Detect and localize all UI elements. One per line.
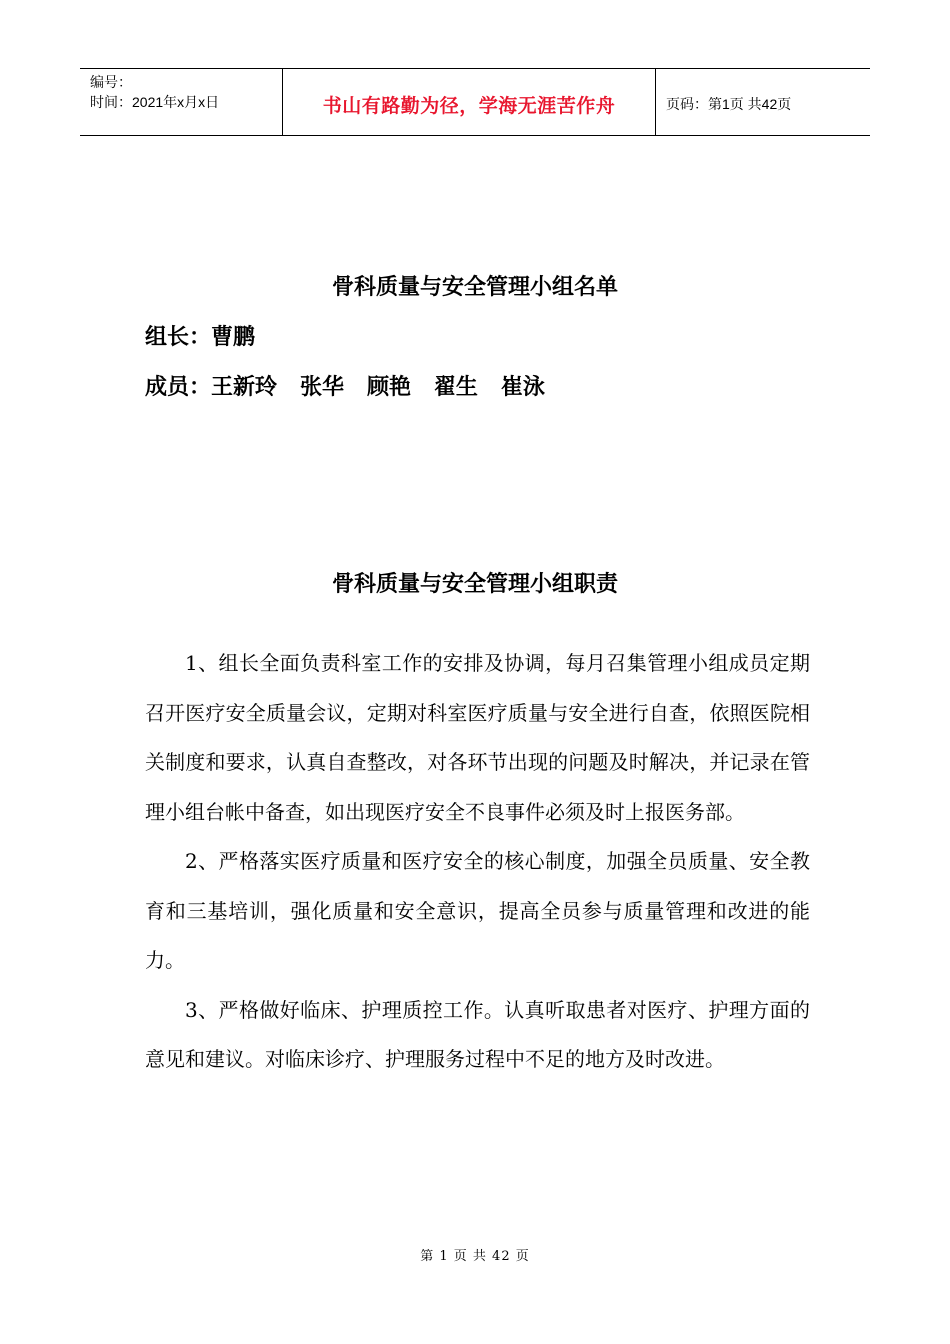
duty-paragraph: 1、组长全面负责科室工作的安排及协调，每月召集管理小组成员定期召开医疗安全质量会议，定期对科室医疗质量与安全进行自查，依照医院相关制度和要求，认真自查整改，对各环节出现的问题及时解决，并记录在管理小组台帐中备查，如出现医疗安全不良事件必须及时上报医务部。 — [145, 651, 810, 824]
duties-title: 骨科质量与安全管理小组职责 — [331, 572, 618, 597]
page-footer: 第 1 页 共 42 页 — [420, 1249, 530, 1264]
document-number-label: 编号： — [90, 74, 132, 90]
duty-paragraph: 3、严格做好临床、护理质控工作。认真听取患者对医疗、护理方面的意见和建议。对临床诊疗、护理服务过程中不足的地方及时改进。 — [145, 997, 810, 1071]
page-header — [80, 68, 870, 136]
header-motto: 书山有路勤为径，学海无涯苦作舟 — [322, 95, 616, 117]
member-list-title: 骨科质量与安全管理小组名单 — [331, 275, 618, 300]
team-members: 成员：王新玲 张华 顾艳 翟生 崔泳 — [145, 375, 545, 400]
duty-paragraph: 2、严格落实医疗质量和医疗安全的核心制度，加强全员质量、安全教育和三基培训，强化质量和安全意识，提高全员参与质量管理和改进的能力。 — [145, 849, 810, 972]
header-meta — [80, 69, 282, 135]
document-date: 时间：2021年x月x日 — [90, 94, 220, 110]
duties-body — [145, 639, 810, 1085]
header-motto-cell — [282, 69, 656, 135]
header-page-info: 页码：第1页 共42页 — [666, 96, 792, 112]
team-leader: 组长：曹鹏 — [145, 325, 256, 350]
